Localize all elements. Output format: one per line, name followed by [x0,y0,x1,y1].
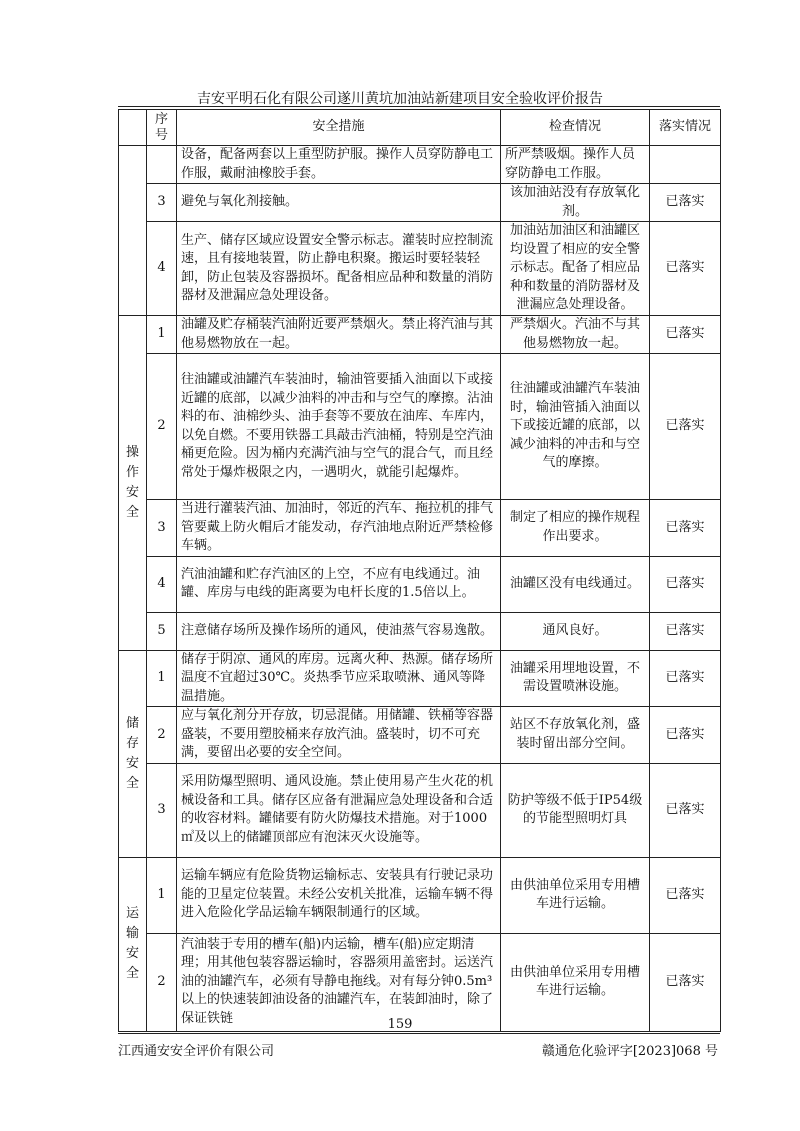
row-index: 2 [147,707,177,764]
row-index: 1 [147,316,177,354]
row-status: 已落实 [650,650,721,707]
category-char: 存 [125,735,139,751]
table-row [119,316,721,354]
row-status: 已落实 [650,354,721,500]
header-category [119,110,147,146]
table-row [119,857,721,933]
row-index: 3 [147,500,177,557]
row-check: 加油站加油区和油罐区均设置了相应的安全警示标志。配备了相应品种和数量的消防器材及泄漏应急处理设备。 [501,222,650,316]
category-char: 安 [125,484,139,500]
row-measure: 采用防爆型照明、通风设施。禁止使用易产生火花的机械设备和工具。储存区应备有泄漏应急处理设备和合适的收容材料。罐储要有防火防爆技术措施。对于1000㎥及以上的储罐顶部应有泡沫灭火设施等。 [177,763,501,857]
row-index: 1 [147,857,177,933]
row-measure: 往油罐或油罐汽车装油时，输油管要插入油面以下或接近罐的底部，以减少油料的冲击和与空气的摩擦。沾油料的布、油棉纱头、油手套等不要放在油库、车库内，以免自燃。不要用铁器工具敲击汽油桶，特别是空汽油桶更危险。因为桶内充满汽油与空气的混合气，而且经常处于爆炸极限之内，一遇明火，就能引起爆炸。 [177,354,501,500]
row-check: 严禁烟火。汽油不与其他易燃物放一起。 [501,316,650,354]
row-index: 3 [147,763,177,857]
header-status: 落实情况 [650,110,721,146]
row-check: 制定了相应的操作规程作出要求。 [501,500,650,557]
row-status: 已落实 [650,500,721,557]
row-measure: 储存于阴凉、通风的库房。远离火种、热源。储存场所温度不宜超过30℃。炎热季节应采取喷淋、通风等降温措施。 [177,650,501,707]
category-char: 安 [125,946,139,961]
table-row [119,707,721,764]
row-status: 已落实 [650,612,721,650]
category-char: 储 [125,715,139,731]
category-char: 运 [125,906,139,921]
safety-measures-table [118,109,721,1032]
footer-rule [118,1033,720,1034]
row-index [147,146,177,184]
row-status: 已落实 [650,933,721,1031]
table-header-row [119,110,721,146]
table-row [119,222,721,316]
category-cell [119,857,147,1031]
row-index: 1 [147,650,177,707]
category-char: 安 [125,755,139,771]
row-measure: 设备，配备两套以上重型防护服。操作人员穿防静电工作服，戴耐油橡胶手套。 [177,146,501,184]
table-row [119,146,721,184]
row-status: 已落实 [650,857,721,933]
table-row [119,650,721,707]
row-status: 已落实 [650,316,721,354]
row-measure: 注意储存场所及操作场所的通风，使油蒸气容易逸散。 [177,612,501,650]
category-char: 全 [125,775,139,791]
row-status: 已落实 [650,556,721,612]
table-row [119,612,721,650]
row-measure: 油罐及贮存桶装汽油附近要严禁烟火。禁止将汽油与其他易燃物放在一起。 [177,316,501,354]
category-char: 全 [125,504,139,520]
table-row [119,763,721,857]
row-check: 油罐采用埋地设置，不需设置喷淋设施。 [501,650,650,707]
category-char: 输 [125,926,139,941]
header-index: 序号 [147,110,177,146]
row-check: 由供油单位采用专用槽车进行运输。 [501,933,650,1031]
row-index: 4 [147,222,177,316]
row-measure: 汽油油罐和贮存汽油区的上空，不应有电线通过。油罐、库房与电线的距离要为电杆长度的1.5倍以上。 [177,556,501,612]
row-index: 2 [147,354,177,500]
table-row [119,184,721,222]
row-check: 站区不存放氧化剂，盛装时留出部分空间。 [501,707,650,764]
category-cell [119,650,147,857]
row-status: 已落实 [650,222,721,316]
row-measure: 避免与氧化剂接触。 [177,184,501,222]
header-check: 检查情况 [501,110,650,146]
row-measure: 生产、储存区域应设置安全警示标志。灌装时应控制流速，且有接地装置，防止静电积聚。搬运时要轻装轻卸，防止包装及容器损坏。配备相应品种和数量的消防器材及泄漏应急处理设备。 [177,222,501,316]
footer-doc-code: 赣通危化验评字[2023]068 号 [541,1044,718,1059]
footer-company: 江西通安安全评价有限公司 [118,1044,275,1059]
category-char: 操 [125,444,139,460]
header-rule [118,106,720,107]
row-check: 防护等级不低于IP54级的节能型照明灯具 [501,763,650,857]
table-row [119,556,721,612]
page-number: 159 [387,1017,413,1032]
row-check: 往油罐或油罐汽车装油时，输油管插入油面以下或接近罐的底部，以减少油料的冲击和与空气的摩擦。 [501,354,650,500]
row-measure: 运输车辆应有危险货物运输标志、安装具有行驶记录功能的卫星定位装置。未经公安机关批准，运输车辆不得进入危险化学品运输车辆限制通行的区域。 [177,857,501,933]
table-row [119,500,721,557]
row-index: 3 [147,184,177,222]
row-measure: 当进行灌装汽油、加油时，邻近的汽车、拖拉机的排气管要戴上防火帽后才能发动，存汽油地点附近严禁检修车辆。 [177,500,501,557]
row-index: 4 [147,556,177,612]
row-index: 2 [147,933,177,1031]
row-check: 该加油站没有存放氧化剂。 [501,184,650,222]
row-status: 已落实 [650,184,721,222]
category-cell [119,146,147,316]
page-header-title: 吉安平明石化有限公司遂川黄坑加油站新建项目安全验收评价报告 [197,91,603,107]
category-char: 作 [125,464,139,480]
row-status [650,146,721,184]
category-cell [119,316,147,651]
row-measure: 汽油装于专用的槽车(船)内运输，槽车(船)应定期清理；用其他包装容器运输时，容器须用盖密封。运送汽油的油罐汽车，必须有导静电拖线。对有每分钟0.5m³以上的快速装卸油设备的油罐汽车，在装卸油时，除了保证铁链 [177,933,501,1031]
row-check: 油罐区没有电线通过。 [501,556,650,612]
category-char: 全 [125,966,139,981]
row-check: 由供油单位采用专用槽车进行运输。 [501,857,650,933]
row-status: 已落实 [650,763,721,857]
row-measure: 应与氧化剂分开存放，切忌混储。用储罐、铁桶等容器盛装，不要用塑胶桶来存放汽油。盛装时，切不可充满，要留出必要的安全空间。 [177,707,501,764]
table-row [119,354,721,500]
header-measure: 安全措施 [177,110,501,146]
row-check: 通风良好。 [501,612,650,650]
row-index: 5 [147,612,177,650]
row-check: 所严禁吸烟。操作人员穿防静电工作服。 [501,146,650,184]
row-status: 已落实 [650,707,721,764]
